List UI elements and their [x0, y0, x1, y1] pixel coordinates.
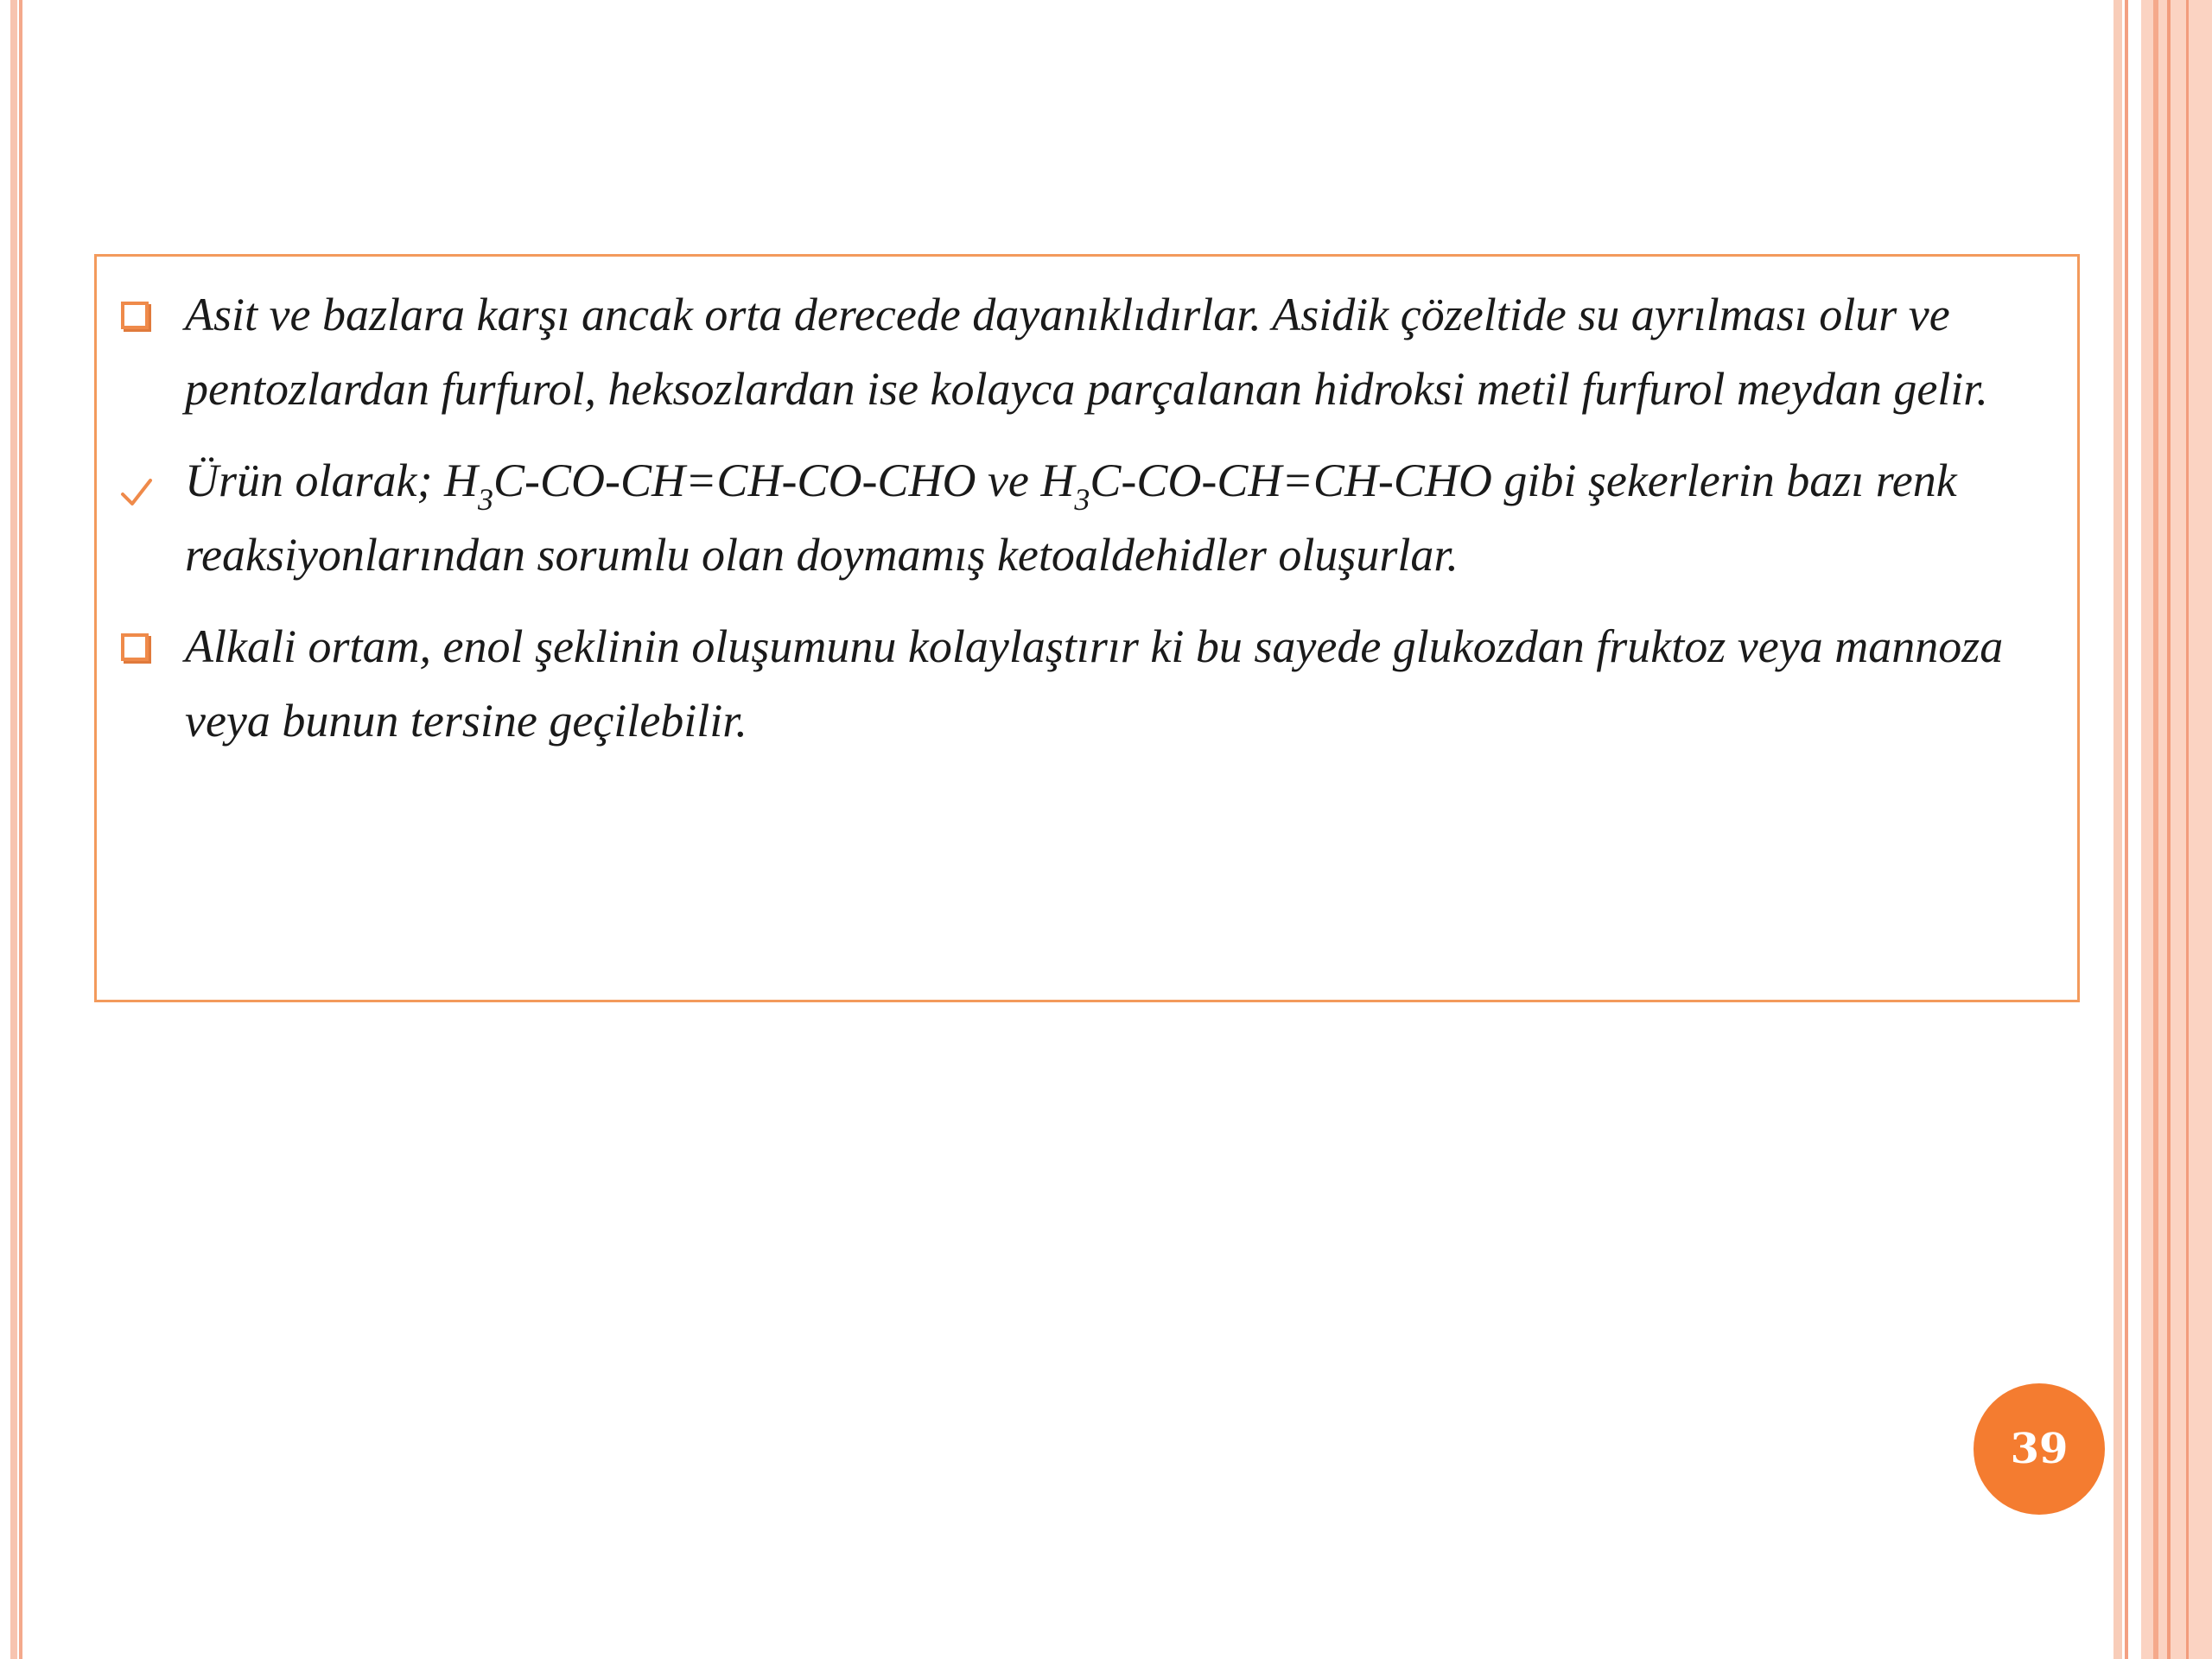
left-decor-stripe: [10, 0, 17, 1659]
content-box: [94, 254, 2080, 1002]
checkmark-icon: [118, 459, 156, 497]
left-decor-stripe-thin: [19, 0, 22, 1659]
right-decor-stripe: [2125, 0, 2128, 1659]
square-bullet-icon: [121, 633, 149, 661]
subscript: 3: [477, 482, 493, 517]
bullet-text: Ürün olarak; $H_3C-CO-CH=CH-CO$-CHO ve $H_3C-CO-CH=CH$-CHO gibi şekerlerin bazı renk reaksiyonlarından sorumlu olan doymamış ketoaldehidler oluşurlar.: [185, 454, 1957, 581]
right-decor-stripe: [2141, 0, 2212, 1659]
square-bullet-icon: [121, 302, 149, 329]
list-item: [97, 277, 2077, 426]
right-decor-stripe: [2153, 0, 2158, 1659]
right-decor-stripe: [2167, 0, 2171, 1659]
list-item: [97, 609, 2077, 758]
bullet-text: Alkali ortam, enol şeklinin oluşumunu kolaylaştırır ki bu sayede glukozdan fruktoz veya mannoza veya bunun tersine geçilebilir.: [185, 620, 2004, 747]
list-item: [97, 443, 2077, 592]
right-decor-stripe: [2186, 0, 2189, 1659]
right-decor-stripe: [2113, 0, 2122, 1659]
subscript: 3: [1074, 482, 1090, 517]
bullet-list: [97, 277, 2077, 775]
page-number-badge: 39: [1974, 1383, 2105, 1515]
bullet-text: Asit ve bazlara karşı ancak orta derecede dayanıklıdırlar. Asidik çözeltide su ayrılması olur ve pentozlardan furfurol, heksozlardan ise kolayca parçalanan hidroksi metil furfurol meydan gelir.: [185, 289, 1988, 415]
